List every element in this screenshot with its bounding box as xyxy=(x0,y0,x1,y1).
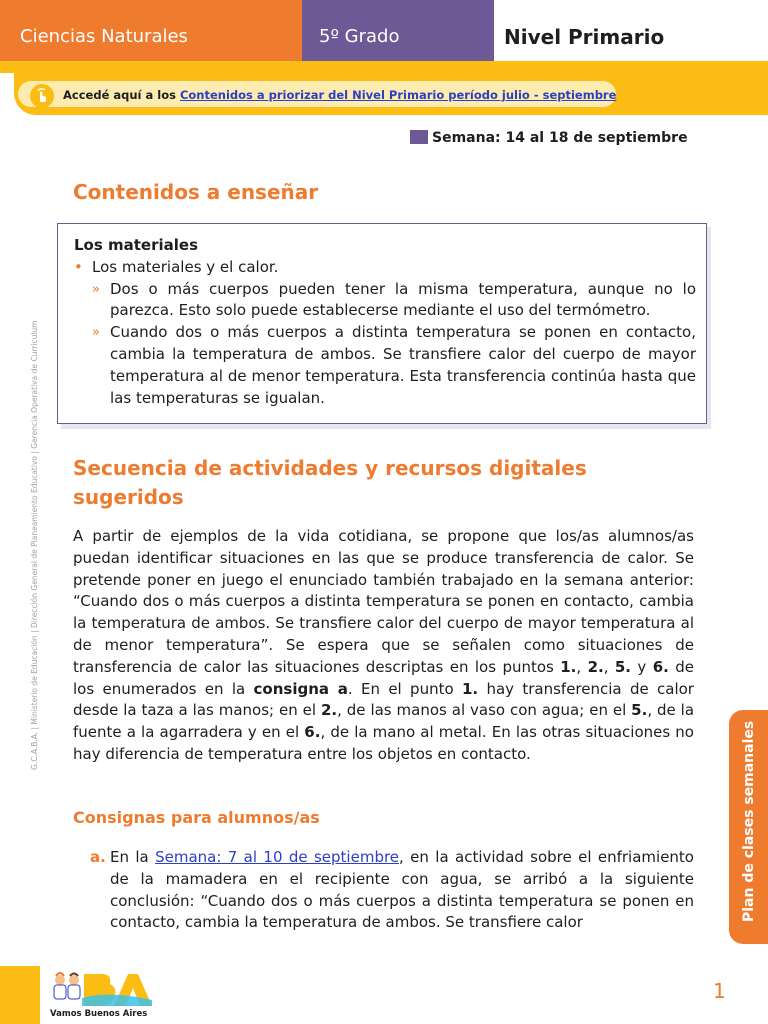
footer-bar xyxy=(0,966,40,1024)
ba-logo xyxy=(48,966,160,1024)
level-label: Nivel Primario xyxy=(504,25,665,49)
subject-label: Ciencias Naturales xyxy=(20,26,188,47)
raquo-icon: » xyxy=(92,325,100,341)
section-title-consignas: Consignas para alumnos/as xyxy=(73,808,320,827)
paragraph-text: de los enumerados en la xyxy=(73,657,694,698)
bold-ref: 5. xyxy=(614,657,632,676)
paragraph-text: , de la fuente a la agarradera y en el xyxy=(73,701,695,742)
bold-ref: 1. xyxy=(461,679,479,698)
separator: , xyxy=(576,657,588,676)
header-divider xyxy=(0,61,768,73)
sub-item-1 xyxy=(74,279,696,323)
week-text: Semana: 14 al 18 de septiembre xyxy=(432,130,688,146)
link-pill[interactable] xyxy=(18,81,616,107)
paragraph-text: hay transferencia de calor desde la taza a las manos; en el xyxy=(73,679,694,720)
bold-ref: 6. xyxy=(304,723,321,742)
section-title-contenidos: Contenidos a enseñar xyxy=(73,180,319,204)
content-box-body xyxy=(74,235,696,409)
bold-ref: 2. xyxy=(320,701,338,720)
bold-ref: 5. xyxy=(631,701,648,720)
bold-ref: 1. xyxy=(560,657,577,676)
semana-link[interactable]: Semana: 7 al 10 de septiembre xyxy=(155,848,400,866)
bullet-icon: • xyxy=(74,257,83,276)
subject-tab xyxy=(0,0,302,61)
item-text-post: , en la actividad sobre el enfriamiento de la mamadera en el recipiente con agua, se arribó a la siguiente conclusión: “Cuando dos o más cuerpos a distinta temperatura se ponen en contacto, cambia la temperatura de ambos. Se transfiere calor xyxy=(110,848,694,932)
side-credit: G.C.A.B.A. | Ministerio de Educación | Dirección General de Planeamiento Educativo | Gerencia Operativa de Currículum xyxy=(30,320,39,770)
contenidos-link[interactable]: Contenidos a priorizar del Nivel Primario período julio - septiembre xyxy=(179,88,617,102)
item-text xyxy=(90,847,694,934)
paragraph-text: , de las manos al vaso con agua; en el xyxy=(337,701,632,720)
link-prefix: Accedé aquí a los xyxy=(63,88,180,102)
paragraph-text: . En el punto xyxy=(347,679,462,698)
box-title: Los materiales xyxy=(74,236,199,254)
plan-tab[interactable] xyxy=(729,710,768,944)
plan-tab-label: Plan de clases semanales xyxy=(741,720,757,922)
week-marker-icon xyxy=(410,130,428,144)
raquo-icon: » xyxy=(92,281,100,297)
bold-ref: 6. xyxy=(652,657,669,676)
grade-label: 5º Grado xyxy=(319,26,400,47)
bullet-text: Los materiales y el calor. xyxy=(92,257,279,276)
bold-ref: consigna a xyxy=(253,679,348,698)
page-number: 1 xyxy=(713,979,726,1003)
sub-item-2-text: Cuando dos o más cuerpos a distinta temperatura se ponen en contacto, cambia la temperatura de ambos. Se transfiere calor del cuerpo de mayor temperatura al de menor temperatura. Esta transferencia continúa hasta que las temperaturas se igualan. xyxy=(110,323,696,407)
separator: , xyxy=(603,657,615,676)
content-box xyxy=(57,223,707,424)
item-label: a. xyxy=(90,848,106,866)
consigna-item-a xyxy=(90,847,694,934)
section-title-secuencia: Secuencia de actividades y recursos digitales sugeridos xyxy=(73,456,587,509)
level-tab xyxy=(494,0,768,61)
bold-ref: 2. xyxy=(587,657,604,676)
week-label xyxy=(410,130,688,146)
paragraph-text: A partir de ejemplos de la vida cotidiana, se propone que los/as alumnos/as puedan identificar situaciones en las que se produce transferencia de calor. Se pretende poner en juego el enunciado también trabajado en la semana anterior: “Cuando dos o más cuerpos a distinta temperatura se ponen en contacto, cambia la temperatura de ambos. Se transfiere calor del cuerpo de mayor temperatura al de menor temperatura”. Se espera que se señalen como situaciones de transferencia de calor las situaciones descriptas en los puntos xyxy=(73,527,694,676)
link-text xyxy=(63,88,616,102)
header xyxy=(0,0,768,61)
separator: y xyxy=(631,657,653,676)
hand-pointer-icon xyxy=(30,84,54,108)
logo-text: Vamos Buenos Aires xyxy=(50,1009,148,1019)
sub-item-2 xyxy=(74,322,696,409)
link-banner xyxy=(14,73,768,115)
intro-paragraph xyxy=(73,526,694,766)
grade-tab xyxy=(302,0,494,61)
paragraph-text: , de la mano al metal. En las otras situaciones no hay diferencia de temperatura entre los objetos en contacto. xyxy=(73,723,694,763)
bullet-item xyxy=(74,257,696,279)
item-text-pre: En la xyxy=(110,848,156,866)
sub-item-1-text: Dos o más cuerpos pueden tener la misma temperatura, aunque no lo parezca. Esto solo puede establecerse mediante el uso del termómetro. xyxy=(110,279,696,320)
